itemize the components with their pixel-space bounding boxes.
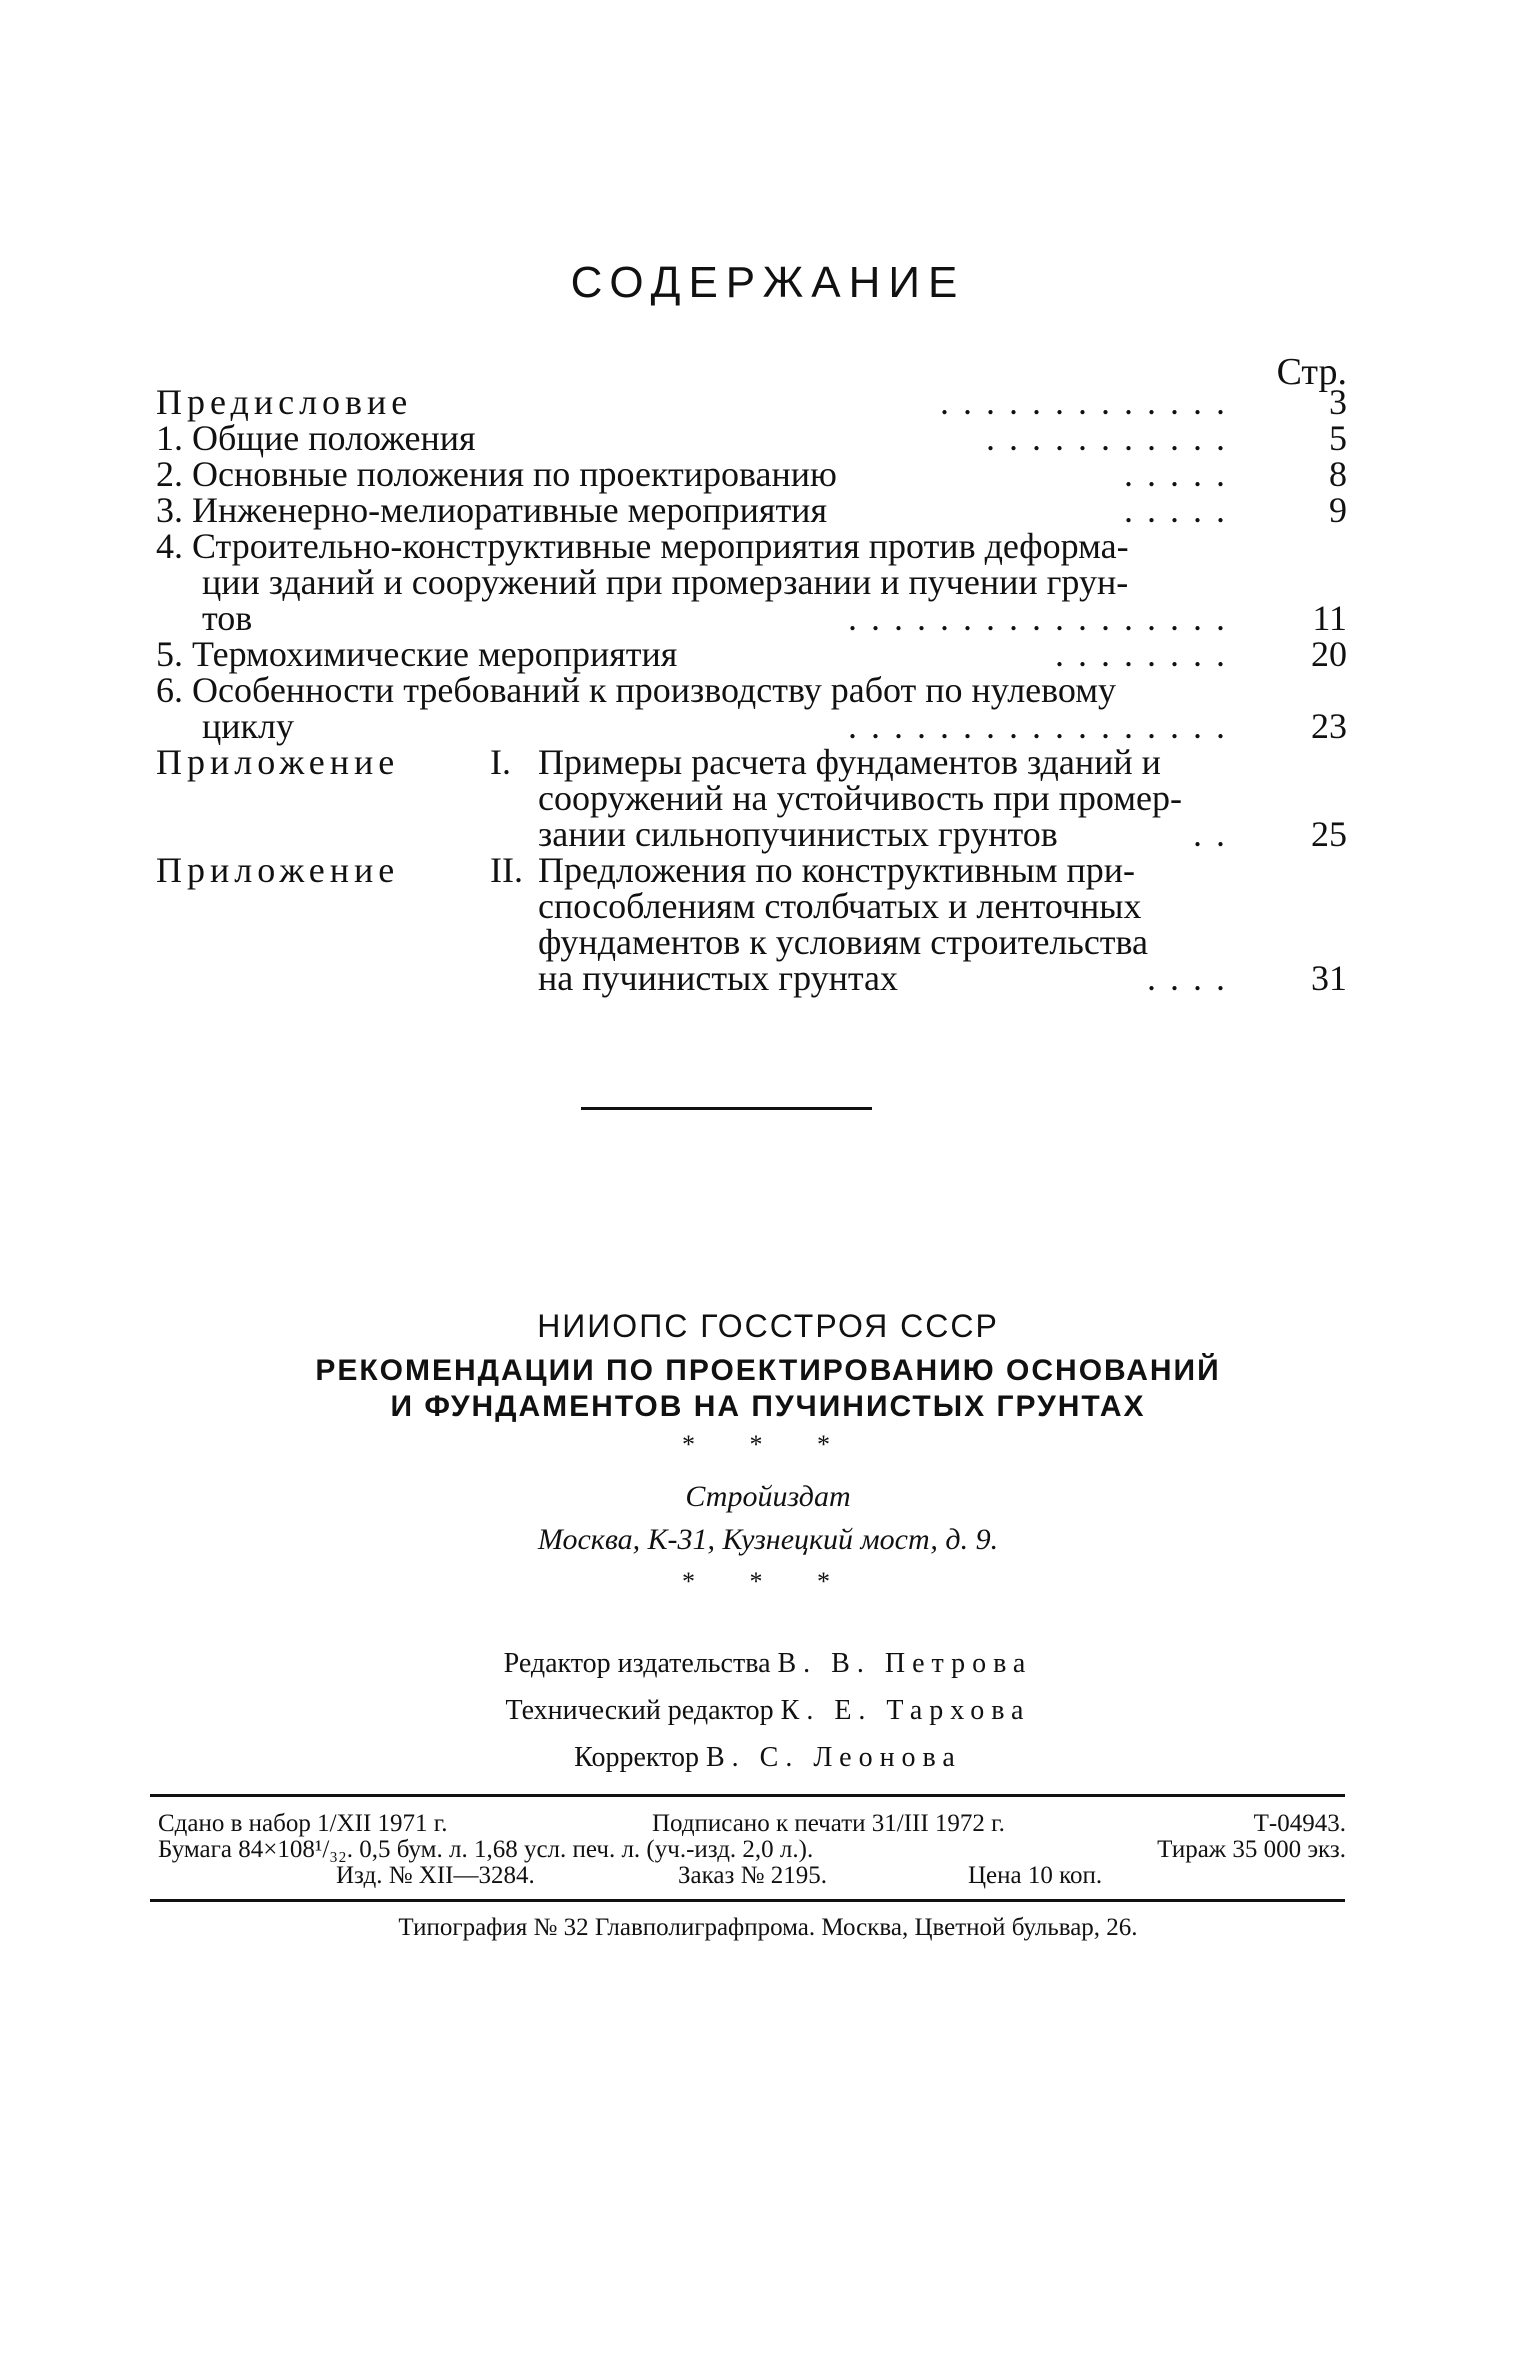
toc-entry-page: 20 xyxy=(1311,634,1347,674)
toc-entry-title: 5. Термохимические мероприятия xyxy=(156,634,678,674)
appendix-number: I. xyxy=(490,742,511,782)
credit-role: Корректор xyxy=(574,1742,699,1773)
toc-entry xyxy=(156,420,1347,456)
print-run: Тираж 35 000 экз. xyxy=(1157,1836,1346,1863)
toc-entry-title: 2. Основные положения по проектированию xyxy=(156,454,837,494)
edition-number: Изд. № XII—3284. xyxy=(336,1862,535,1889)
toc-entry-appendix xyxy=(156,852,1347,996)
credit-proofreader xyxy=(0,1742,1536,1774)
leader-dots: .. xyxy=(1193,814,1239,854)
toc-entry-title: Примеры расчета фундаментов зданий и xyxy=(538,742,1161,782)
toc-entry xyxy=(156,384,1347,420)
toc-entry-title: Предложения по конструктивным при- xyxy=(538,850,1135,890)
price: Цена 10 коп. xyxy=(968,1862,1103,1889)
credit-name: В. В. Петрова xyxy=(777,1648,1033,1679)
toc-entry-title: ции зданий и сооружений при промерзании и пучении грун- xyxy=(202,562,1129,602)
printer-info: Типография № 32 Главполиграфпрома. Москва, Цветной бульвар, 26. xyxy=(398,1914,1138,1941)
typeset-date: Сдано в набор 1/XII 1971 г. xyxy=(158,1810,448,1837)
order-number: Заказ № 2195. xyxy=(678,1862,827,1889)
section-divider xyxy=(581,1107,872,1110)
credit-role: Редактор издательства xyxy=(503,1648,771,1679)
leader-dots: ........ xyxy=(1055,634,1239,674)
toc-entry-title: зании сильнопучинистых грунтов xyxy=(538,814,1058,854)
leader-dots: ..... xyxy=(1124,490,1239,530)
toc-entry xyxy=(156,672,1347,744)
toc-entry-page: 23 xyxy=(1311,706,1347,746)
toc-entry-page: 11 xyxy=(1312,598,1347,638)
toc-entry-title: тов xyxy=(202,598,253,638)
credit-name: В. С. Леонова xyxy=(705,1742,962,1773)
toc-entry-page: 9 xyxy=(1329,490,1347,530)
toc-entry-title: сооружений на устойчивость при промер- xyxy=(538,778,1182,818)
toc-entry-page: 5 xyxy=(1329,418,1347,458)
publisher-address: Москва, К-31, Кузнецкий мост, д. 9. xyxy=(537,1523,999,1556)
toc-entry xyxy=(156,636,1347,672)
license-code: Т-04943. xyxy=(1253,1810,1346,1837)
toc-entry xyxy=(156,528,1347,636)
leader-dots: ............. xyxy=(940,382,1239,422)
page-column-label: Стр. xyxy=(1276,351,1347,393)
toc-entry xyxy=(156,492,1347,528)
toc-list xyxy=(156,384,1347,996)
asterism-separator: * * * xyxy=(682,1567,854,1596)
toc-entry-title: 6. Особенности требований к производству работ по нулевому xyxy=(156,670,1117,710)
book-title-line-2: И ФУНДАМЕНТОВ НА ПУЧИНИСТЫХ ГРУНТАХ xyxy=(390,1390,1146,1423)
toc-entry-page: 3 xyxy=(1329,382,1347,422)
toc-entry-page: 8 xyxy=(1329,454,1347,494)
toc-entry-title: фундаментов к условиям строительства xyxy=(538,922,1149,962)
leader-dots: ........... xyxy=(986,418,1239,458)
credit-role: Технический редактор xyxy=(505,1695,774,1726)
signed-date: Подписано к печати 31/III 1972 г. xyxy=(652,1810,1005,1837)
organization: НИИОПС ГОССТРОЯ СССР xyxy=(537,1308,999,1344)
toc-entry-appendix xyxy=(156,744,1347,852)
toc-entry-page: 25 xyxy=(1311,814,1347,854)
appendix-number: II. xyxy=(490,850,523,890)
toc-title: СОДЕРЖАНИЕ xyxy=(570,258,966,307)
asterism-separator: * * * xyxy=(682,1430,854,1459)
toc-entry-title: 3. Инженерно-мелиоративные мероприятия xyxy=(156,490,828,530)
leader-dots: ................. xyxy=(848,706,1239,746)
toc-entry-title: способлениям столбчатых и ленточных xyxy=(538,886,1142,926)
leader-dots: ..... xyxy=(1124,454,1239,494)
toc-entry-title: циклу xyxy=(202,706,294,746)
credit-editor xyxy=(0,1648,1536,1680)
toc-entry-title: 4. Строительно-конструктивные мероприятия против деформа- xyxy=(156,526,1129,566)
leader-dots: ................. xyxy=(848,598,1239,638)
toc-entry-page: 31 xyxy=(1311,958,1347,998)
credit-technical-editor xyxy=(0,1695,1536,1727)
appendix-label: Приложение xyxy=(156,742,400,782)
toc-entry xyxy=(156,456,1347,492)
book-title-line-1: РЕКОМЕНДАЦИИ ПО ПРОЕКТИРОВАНИЮ ОСНОВАНИЙ xyxy=(315,1354,1221,1387)
paper-format: Бумага 84×108¹/₃₂. 0,5 бум. л. 1,68 усл. печ. л. (уч.-изд. 2,0 л.). xyxy=(158,1836,814,1863)
publisher-name: Стройиздат xyxy=(685,1480,851,1513)
imprint-rule-top xyxy=(150,1794,1345,1797)
appendix-label: Приложение xyxy=(156,850,400,890)
toc-entry-title: на пучинистых грунтах xyxy=(538,958,899,998)
toc-entry-title: Предисловие xyxy=(156,382,413,422)
credit-name: К. Е. Тархова xyxy=(780,1695,1031,1726)
imprint-rule-bottom xyxy=(150,1899,1345,1902)
leader-dots: .... xyxy=(1147,958,1239,998)
toc-entry-title: 1. Общие положения xyxy=(156,418,476,458)
